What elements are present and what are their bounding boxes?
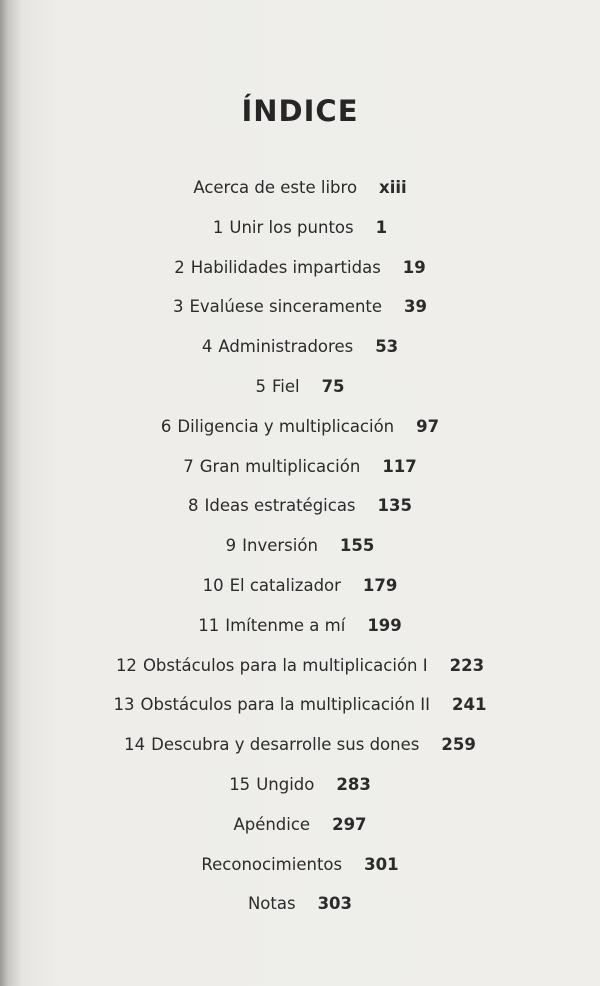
chapter-title: Notas — [247, 894, 296, 914]
toc-entry — [0, 572, 600, 612]
chapter-title: Ideas estratégicas — [204, 496, 356, 516]
toc-entry — [0, 174, 600, 214]
chapter-title: Unir los puntos — [229, 217, 354, 237]
chapter-title: Fiel — [271, 376, 300, 396]
page-number: 39 — [404, 297, 427, 317]
chapter-title: Apéndice — [233, 814, 311, 834]
chapter-title: Inversión — [242, 536, 318, 556]
chapter-number: 9 — [225, 536, 237, 556]
toc-entry — [0, 652, 600, 692]
page-number: 301 — [364, 854, 399, 874]
toc-entry — [0, 214, 600, 254]
chapter-number: 11 — [198, 615, 220, 635]
chapter-title: El catalizador — [229, 575, 341, 595]
chapter-title: Descubra y desarrolle sus dones — [151, 735, 420, 755]
toc-entry — [0, 333, 600, 373]
page-number: 75 — [321, 376, 345, 396]
page-number: 53 — [375, 337, 399, 357]
chapter-number: 3 — [172, 297, 184, 317]
toc-entry — [0, 890, 600, 930]
toc-entry — [0, 851, 600, 891]
chapter-title: Ungido — [256, 774, 315, 794]
toc-entry — [0, 731, 600, 771]
toc-entry — [0, 691, 600, 731]
toc-entry — [0, 811, 600, 851]
chapter-title: Acerca de este libro — [193, 178, 358, 197]
toc-entry — [0, 373, 600, 413]
chapter-title: Administradores — [218, 337, 354, 357]
toc-entry — [0, 293, 600, 333]
page-number: 259 — [441, 735, 476, 755]
page-number: 223 — [449, 655, 485, 675]
chapter-title: Obstáculos para la multiplicación I — [142, 655, 428, 675]
chapter-title: Reconocimientos — [201, 854, 343, 874]
toc-entry — [0, 413, 600, 453]
chapter-number: 4 — [201, 337, 213, 357]
chapter-title: Obstáculos para la multiplicación II — [140, 695, 431, 715]
page-number: 303 — [317, 894, 353, 914]
page-number: 97 — [416, 416, 440, 436]
chapter-number: 12 — [115, 655, 137, 675]
chapter-number: 14 — [124, 735, 146, 755]
page-number: 241 — [452, 695, 487, 715]
page-number: 297 — [332, 814, 367, 834]
chapter-title: Gran multiplicación — [199, 456, 361, 476]
page-number: xiii — [379, 178, 407, 197]
page-number: 19 — [402, 257, 426, 277]
chapter-number: 1 — [212, 217, 224, 237]
chapter-title: Evalúese sinceramente — [189, 297, 383, 317]
toc-entry — [0, 254, 600, 294]
page-number: 117 — [382, 456, 417, 476]
chapter-title: Diligencia y multiplicación — [177, 416, 395, 436]
toc-entry — [0, 612, 600, 652]
chapter-number: 5 — [255, 376, 266, 396]
chapter-number: 10 — [202, 575, 224, 595]
chapter-title: Imítenme a mí — [225, 615, 346, 635]
page-number: 155 — [339, 536, 375, 556]
page-number: 1 — [375, 217, 388, 237]
page-title: ÍNDICE — [241, 94, 359, 128]
chapter-number: 13 — [113, 695, 135, 715]
toc-entry — [0, 453, 600, 493]
chapter-number: 8 — [188, 496, 199, 516]
table-of-contents — [0, 174, 600, 930]
page-number: 283 — [336, 774, 371, 794]
chapter-number: 6 — [160, 416, 172, 436]
chapter-number: 7 — [183, 456, 194, 476]
chapter-title: Habilidades impartidas — [190, 257, 381, 277]
page-number: 199 — [367, 615, 402, 635]
chapter-number: 15 — [229, 774, 251, 794]
toc-entry — [0, 492, 600, 532]
toc-entry — [0, 532, 600, 572]
chapter-number: 2 — [174, 257, 185, 277]
page-number: 135 — [377, 496, 412, 516]
toc-entry — [0, 771, 600, 811]
page-number: 179 — [362, 575, 398, 595]
